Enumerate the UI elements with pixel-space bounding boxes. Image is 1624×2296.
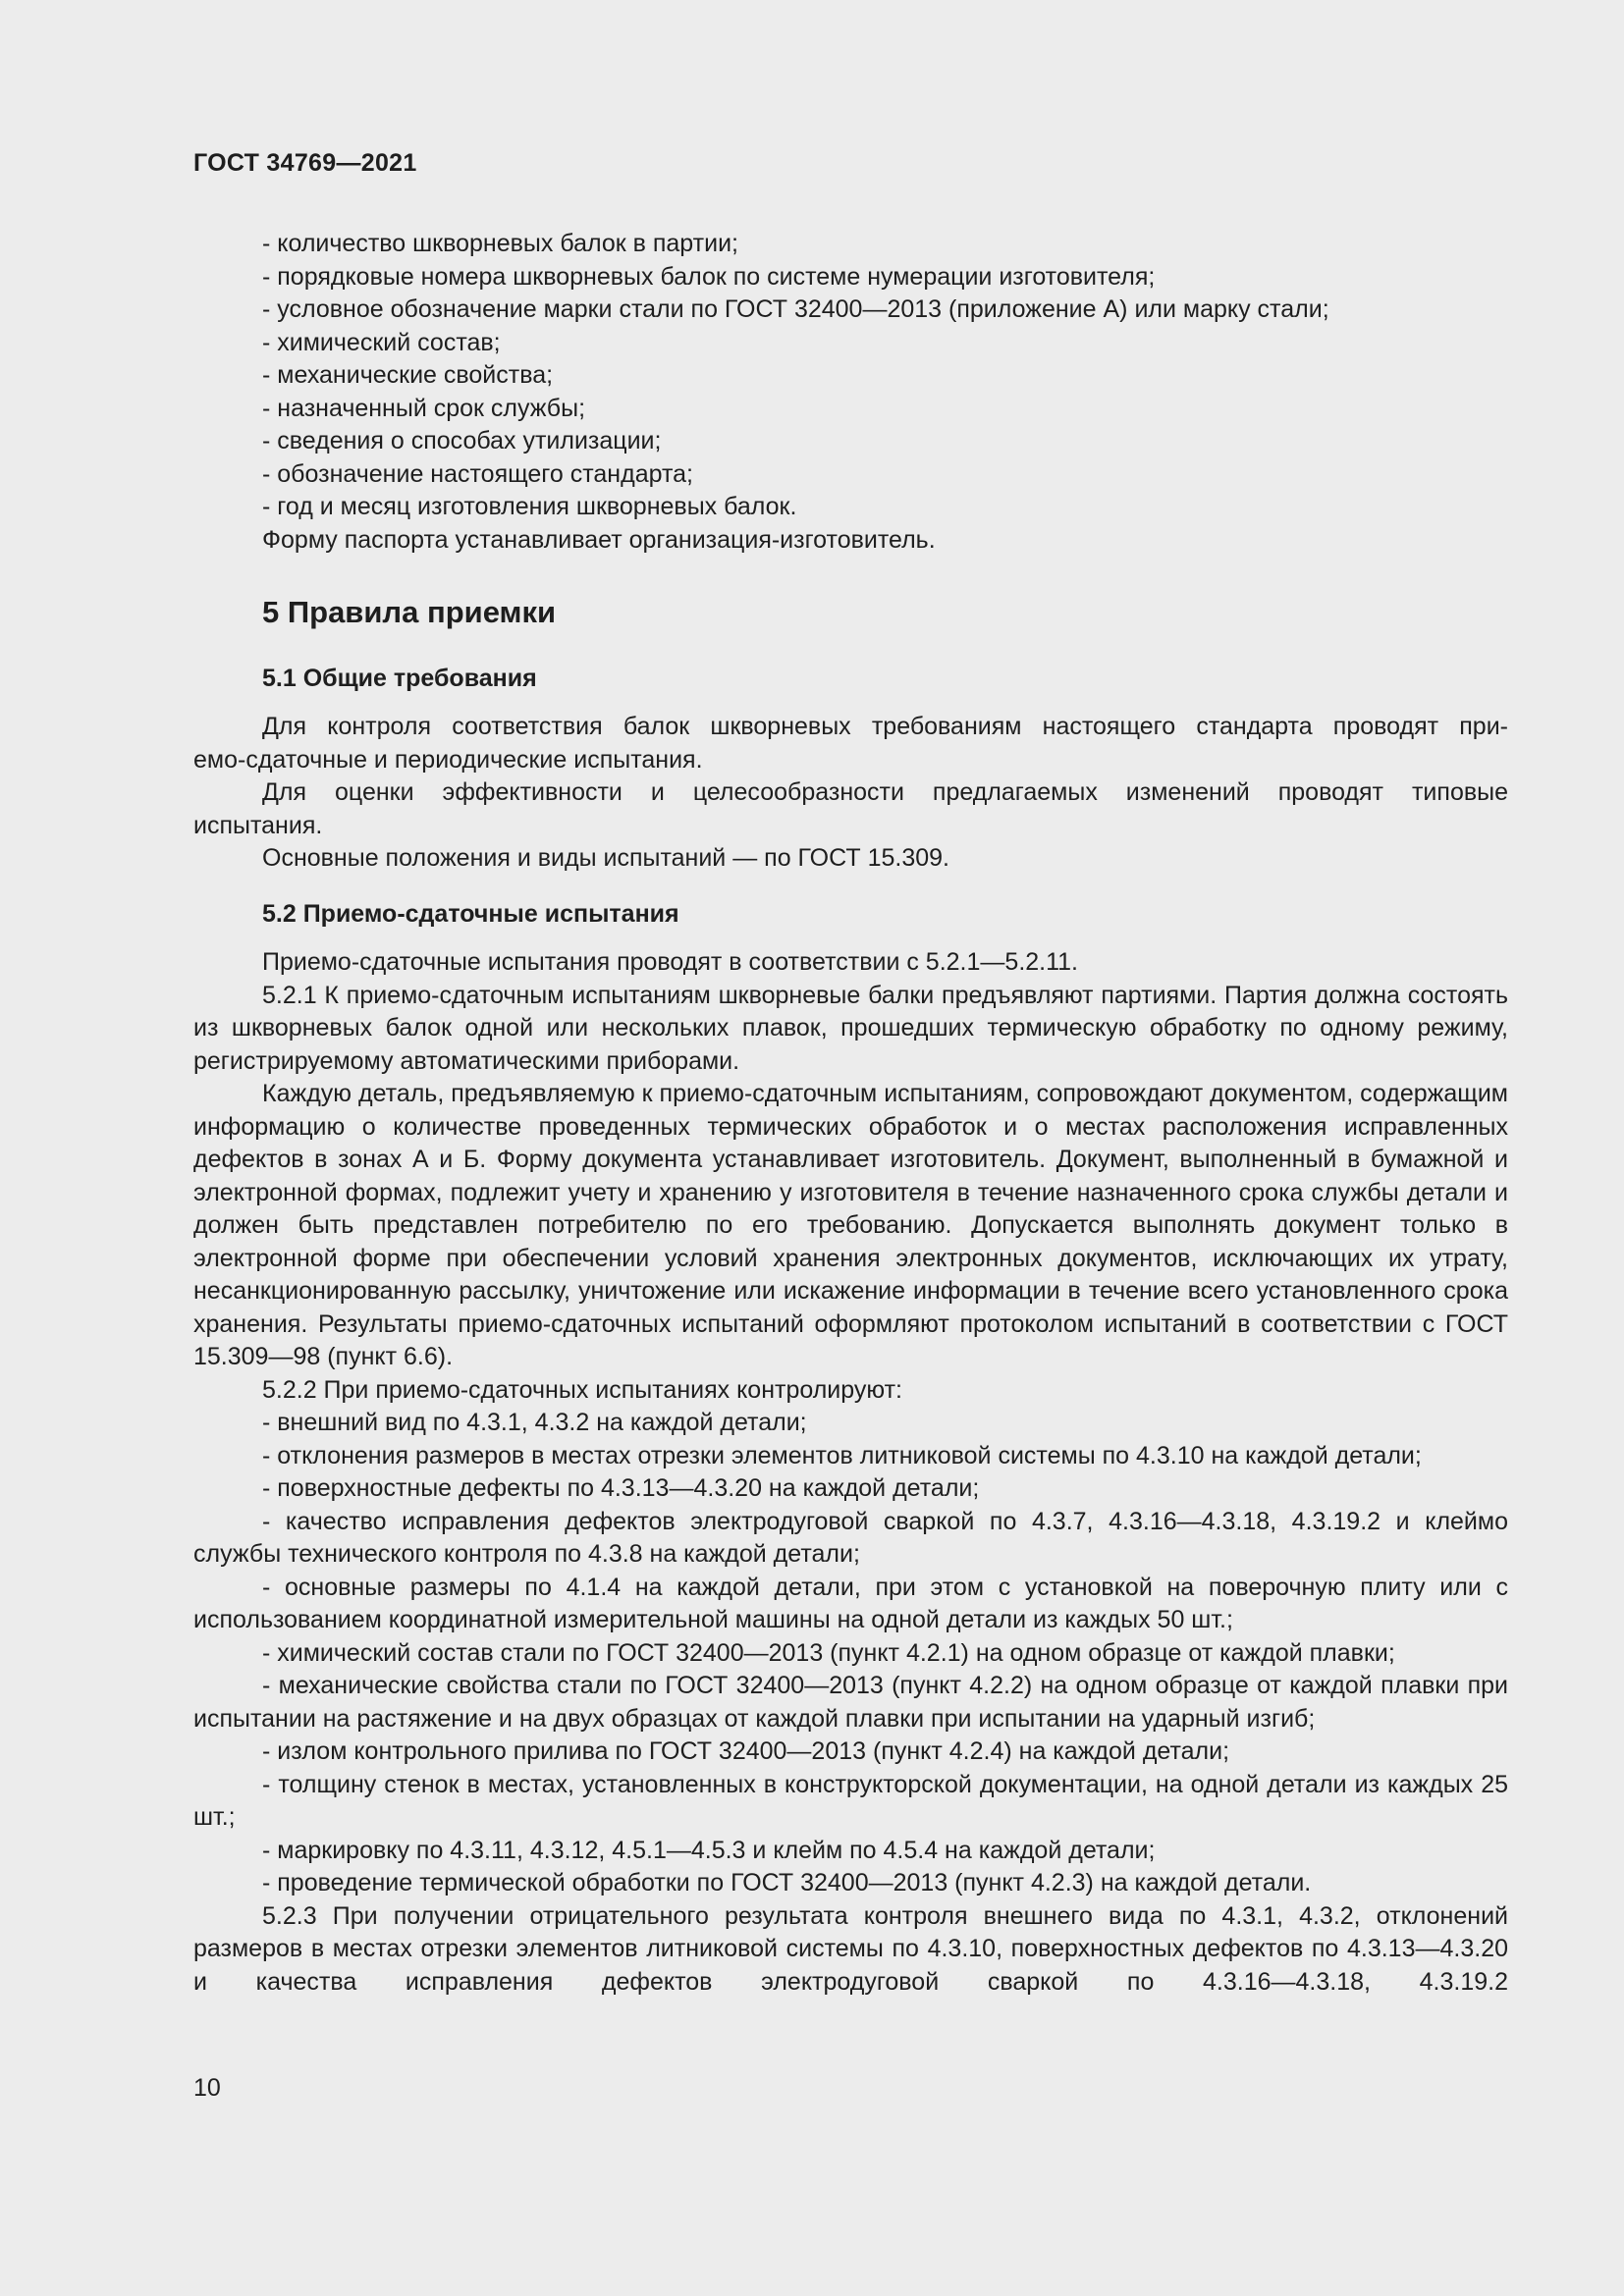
list-item: - сведения о способах утилизации; [262,427,662,454]
subsection-heading: 5.2 Приемо-сдаточные испытания [262,900,679,928]
list-item: - порядковые номера шкворневых балок по системе нумерации изготовителя; [262,262,1156,291]
paragraph-line: испытания. [193,811,323,839]
list-item: - химический состав; [262,328,501,356]
subsection-heading: 5.1 Общие требования [262,665,537,692]
list-item: - отклонения размеров в местах отрезки элементов литниковой системы по 4.3.10 на каждой детали; [262,1441,1422,1469]
paragraph: 5.2.2 При приемо-сдаточных испытаниях контролируют: [262,1375,902,1404]
list-item: - количество шкворневых балок в партии; [262,230,738,257]
paragraph-line: емо-сдаточные и периодические испытания. [193,745,703,774]
paragraph: 5.2.1 К приемо-сдаточным испытаниям шкворневые балки предъявляют партиями. Партия должна состоять из шкворневых балок одной или нескольких плавок, прошедших термическую обработку по одному режиму, регистрируемому автоматическими приборами. [193,981,1508,1075]
paragraph: Основные положения и виды испытаний — по ГОСТ 15.309. [262,844,949,872]
passport-contents-list [193,228,1508,557]
list-item: - назначенный срок службы; [262,394,586,422]
list-item: - обозначение настоящего стандарта; [262,459,693,488]
list-item: - толщину стенок в местах, установленных в конструкторской документации, на одной детали из каждых 25 шт.; [193,1770,1508,1831]
paragraph: 5.2.3 При получении отрицательного результата контроля внешнего вида по 4.3.1, 4.3.2, отклонений размеров в местах отрезки элементов литниковой системы по 4.3.10, поверхностных дефектов по 4.3.13—4.3.20 и качества исправления дефектов электродуговой сваркой по 4.3.16—4.3.18, 4.3.19.2 [193,1901,1508,1996]
list-item: - год и месяц изготовления шкворневых балок. [262,493,797,520]
document-header: ГОСТ 34769—2021 [193,149,417,177]
list-item: - поверхностные дефекты по 4.3.13—4.3.20 на каждой детали; [262,1474,980,1502]
list-item: - условное обозначение марки стали по ГОСТ 32400—2013 (приложение А) или марку стали; [262,295,1329,323]
acceptance-tests-body [193,946,1508,1999]
list-item: - маркировку по 4.3.11, 4.3.12, 4.5.1—4.5.3 и клейм по 4.5.4 на каждой детали; [262,1836,1156,1864]
section-heading: 5 Правила приемки [262,595,557,629]
list-item: - проведение термической обработки по ГОСТ 32400—2013 (пункт 4.2.3) на каждой детали. [262,1869,1312,1896]
list-item: - основные размеры по 4.1.4 на каждой детали, при этом с установкой на поверочную плиту или с использованием координатной измерительной машины на одной детали из каждых 50 шт.; [193,1573,1508,1633]
paragraph-line: Для оценки эффективности и целесообразности предлагаемых изменений проводят типовые [262,778,1508,806]
list-item: - излом контрольного прилива по ГОСТ 32400—2013 (пункт 4.2.4) на каждой детали; [262,1737,1230,1765]
passport-form-note: Форму паспорта устанавливает организация-изготовитель. [262,525,936,554]
paragraph: Приемо-сдаточные испытания проводят в соответствии с 5.2.1—5.2.11. [262,948,1079,976]
general-requirements-body [193,711,1508,876]
list-item: - механические свойства; [262,361,554,389]
paragraph-line: Для контроля соответствия балок шкворневых требованиям настоящего стандарта проводят при- [262,713,1508,740]
paragraph: Каждую деталь, предъявляемую к приемо-сдаточным испытаниям, сопровождают документом, содержащим информацию о количестве проведенных термических обработок и о местах расположения исправленных дефектов в зонах А и Б. Форму документа устанавливает изготовитель. Документ, выполненный в бумажной и электронной формах, подлежит учету и хранению у изготовителя в течение назначенного срока службы детали и должен быть представлен потребителю по его требованию. Допускается выполнять документ только в электронной форме при обеспечении условий хранения электронных документов, исключающих их утрату, несанкционированную рассылку, уничтожение или искажение информации в течение всего установленного срока хранения. Результаты приемо-сдаточных испытаний оформляют протоколом испытаний в соответствии с ГОСТ 15.309—98 (пункт 6.6). [193,1080,1508,1370]
list-item: - химический состав стали по ГОСТ 32400—2013 (пункт 4.2.1) на одном образце от каждой плавки; [262,1638,1395,1667]
list-item: - механические свойства стали по ГОСТ 32400—2013 (пункт 4.2.2) на одном образце от каждой плавки при испытании на растяжение и на двух образцах от каждой плавки при испытании на ударный изгиб; [193,1672,1508,1733]
list-item: - внешний вид по 4.3.1, 4.3.2 на каждой детали; [262,1409,807,1436]
list-item: - качество исправления дефектов электродуговой сваркой по 4.3.7, 4.3.16—4.3.18, 4.3.19.2 и клеймо службы технического контроля по 4.3.8 на каждой детали; [193,1507,1508,1568]
page-number: 10 [193,2074,221,2102]
